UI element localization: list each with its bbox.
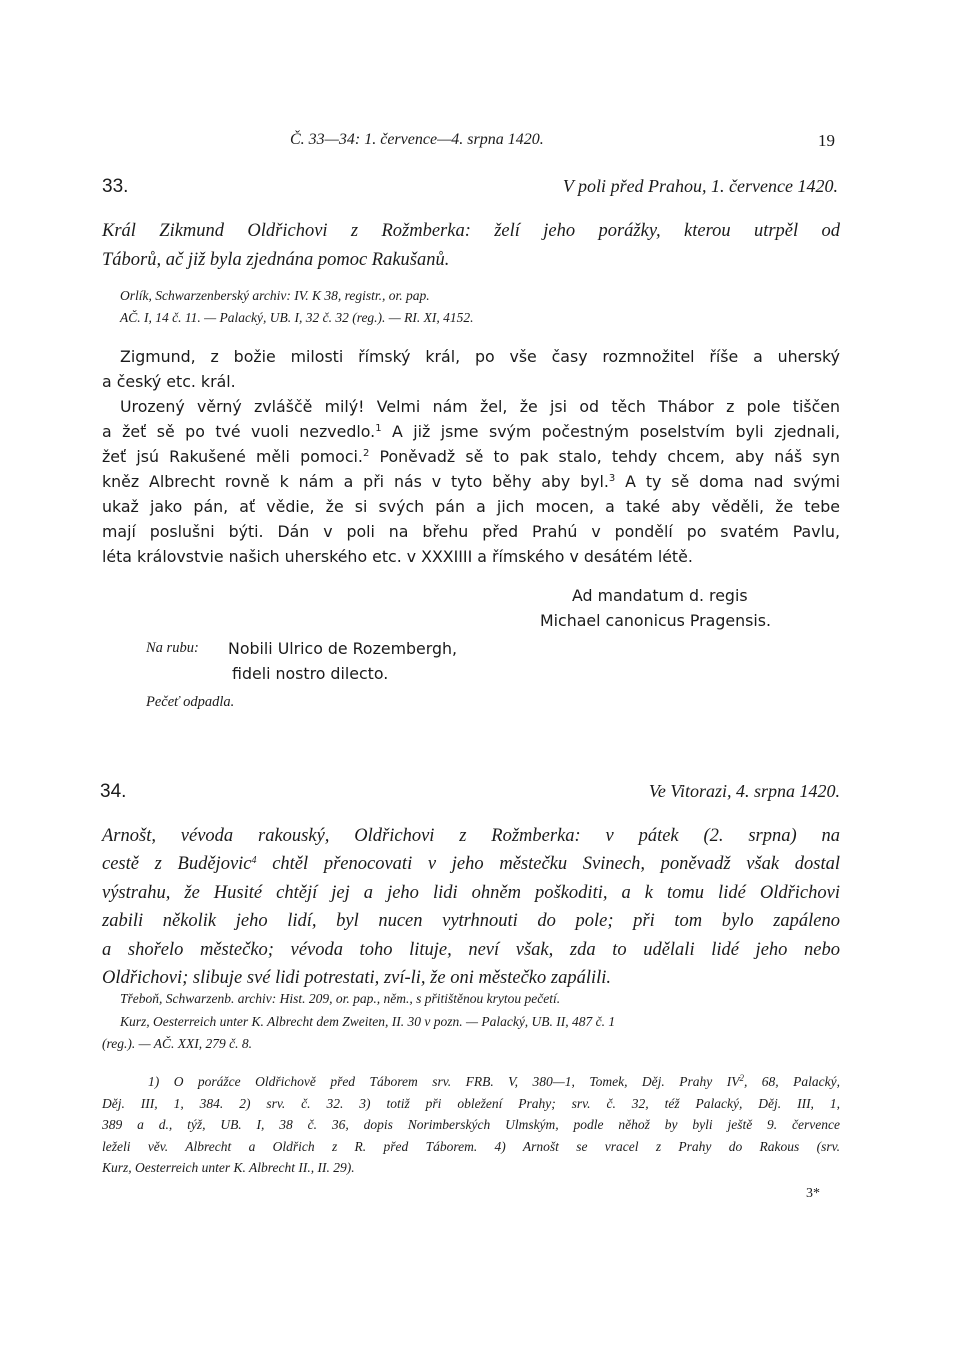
page-number: 19 <box>818 131 835 150</box>
text-line <box>102 1114 840 1136</box>
text-segment: kněz Albrecht rovně k nám a při nás v tyto běhy aby byl. <box>102 472 609 491</box>
regest-line: Táborů, ač již byla zjednána pomoc Rakušanů. <box>102 249 450 270</box>
text-line <box>102 822 840 850</box>
seal-note: Pečeť odpadla. <box>146 694 235 710</box>
source-line: Kurz, Oesterreich unter K. Albrecht dem Zweiten, II. 30 v pozn. — Palacký, UB. II, 487 č. 1 <box>120 1013 616 1029</box>
text-line <box>102 1136 840 1158</box>
signature-mark: 3* <box>806 1186 820 1201</box>
text-line <box>102 544 840 569</box>
text-segment: žeť jsú Rakušené měli pomoci. <box>102 447 363 466</box>
text-segment: , 68, Palacký, <box>743 1074 840 1089</box>
signature-line: Ad mandatum d. regis <box>572 586 748 605</box>
text-line <box>102 1093 840 1115</box>
text-segment: 389 a d., týž, UB. I, 38 č. 36, dopis Norimberských Ulmským, podle něhož by byli ještě 9. července <box>102 1117 840 1132</box>
signature-line: Michael canonicus Pragensis. <box>540 611 771 630</box>
doc33-regest <box>102 217 840 274</box>
text-line <box>102 1157 840 1179</box>
text-segment: Arnošt, vévoda rakouský, Oldřichovi z Rožmberka: v pátek (2. srpna) na <box>102 826 840 846</box>
text-segment: cestě z Budějovic <box>102 854 252 875</box>
doc34-regest <box>102 822 840 992</box>
doc34-number: 34. <box>100 781 127 802</box>
verso-label: Na rubu: <box>146 640 199 656</box>
text-segment: A ty sě doma nad svými <box>615 472 840 491</box>
doc33-number: 33. <box>102 176 129 197</box>
text-segment: zabili několik jeho lidí, byl nucen vytrhnouti do pole; při tom bylo zapáleno <box>102 911 840 932</box>
text-segment: a shořelo městečko; vévoda toho lituje, neví však, zda to udělali lidé jeho nebo <box>102 939 840 960</box>
text-segment: ukaž jako pán, ať vědie, že si svých pán a jich mocen, a také aby věděli, že tebe <box>102 497 840 516</box>
text-segment: chtěl přenocovati v jeho městečku Svinech, poněvadž však dostal <box>256 854 840 875</box>
text-line <box>102 936 840 964</box>
text-segment: Urozený věrný zvláščě milý! Velmi nám žel, že jsi od těch Thábor z pole tiščen <box>120 397 840 416</box>
text-segment: Kurz, Oesterreich unter K. Albrecht II., II. 29). <box>102 1160 355 1175</box>
source-line: (reg.). — AČ. XXI, 279 č. 8. <box>102 1036 252 1051</box>
text-line <box>102 494 840 519</box>
address-line: fideli nostro dilecto. <box>232 664 389 683</box>
text-segment: výstrahu, že Husité chtějí jej a jeho lidi ohněm poškoditi, a k tomu lidé Oldřichovi <box>102 882 840 903</box>
text-segment: léta královstvie našich uherského etc. v XXXIIII a římského v desátém létě. <box>102 547 693 566</box>
signature <box>540 583 771 633</box>
footnote-ref: 3 <box>608 473 616 484</box>
source-line: Orlík, Schwarzenberský archiv: IV. K 38, registr., or. pap. <box>120 288 430 303</box>
text-line <box>102 850 840 878</box>
text-line <box>102 444 840 469</box>
text-segment: 1) O porážce Oldřichově před Táborem srv. FRB. V, 380—1, Tomek, Děj. Prahy IV <box>148 1074 740 1089</box>
text-line <box>102 469 840 494</box>
doc33-place-date: V poli před Prahou, 1. července 1420. <box>562 176 838 196</box>
text-line <box>102 879 840 907</box>
text-line <box>102 519 840 544</box>
footnotes <box>102 1071 840 1179</box>
footnote-ref: 1 <box>375 423 382 434</box>
text-segment: Poněvadž sě to pak stalo, tehdy chcem, aby náš syn <box>369 447 840 466</box>
source-line: AČ. I, 14 č. 11. — Palacký, UB. I, 32 č. 32 (reg.). — RI. XI, 4152. <box>120 310 474 325</box>
footnote-ref: 2 <box>362 448 370 459</box>
footnote-ref: 2 <box>739 1073 744 1083</box>
source-line: Třeboň, Schwarzenb. archiv: Hist. 209, or. pap., něm., s přitištěnou krytou pečetí. <box>120 991 561 1006</box>
text-segment: a český etc. král. <box>102 372 236 391</box>
doc33-text <box>102 344 840 569</box>
text-line <box>102 344 840 369</box>
text-segment: a žeť sě po tvé vuoli nezvedlo. <box>102 422 376 441</box>
address <box>228 636 457 686</box>
text-segment: Děj. III, 1, 384. 2) srv. č. 32. 3) totiž při obležení Prahy; srv. č. 32, též Palacký, Děj. III, 1, <box>102 1095 840 1111</box>
text-segment: Zigmund, z božie milosti římský král, po vše časy rozmnožitel říše a uherský <box>120 347 840 366</box>
text-line <box>102 419 840 444</box>
doc34-place-date: Ve Vitorazi, 4. srpna 1420. <box>648 781 840 801</box>
regest-line: Král Zikmund Oldřichovi z Rožmberka: želí jeho porážky, kterou utrpěl od <box>102 221 840 241</box>
text-segment: leželi věv. Albrecht a Oldřich z R. před Táborem. 4) Arnošt se vracel z Prahy do Rakous (srv. <box>102 1138 840 1154</box>
text-segment: mají poslušni býti. Dán v poli na břehu před Prahú v pondělí po svatém Pavlu, <box>102 522 840 541</box>
text-segment: A již jsme svým počestným poselstvím byli zjednali, <box>381 422 840 441</box>
text-line <box>102 907 840 935</box>
text-segment: Oldřichovi; slibuje své lidi potrestati, zví-li, že oni městečko zapálili. <box>102 968 612 989</box>
text-line <box>102 1071 840 1093</box>
doc34-sources <box>102 988 616 1056</box>
text-line <box>102 394 840 419</box>
running-title: Č. 33—34: 1. července—4. srpna 1420. <box>290 131 544 148</box>
text-line <box>102 369 840 394</box>
doc33-sources <box>120 285 474 329</box>
footnote-ref: 4 <box>251 855 257 867</box>
address-line: Nobili Ulrico de Rozembergh, <box>228 639 458 658</box>
